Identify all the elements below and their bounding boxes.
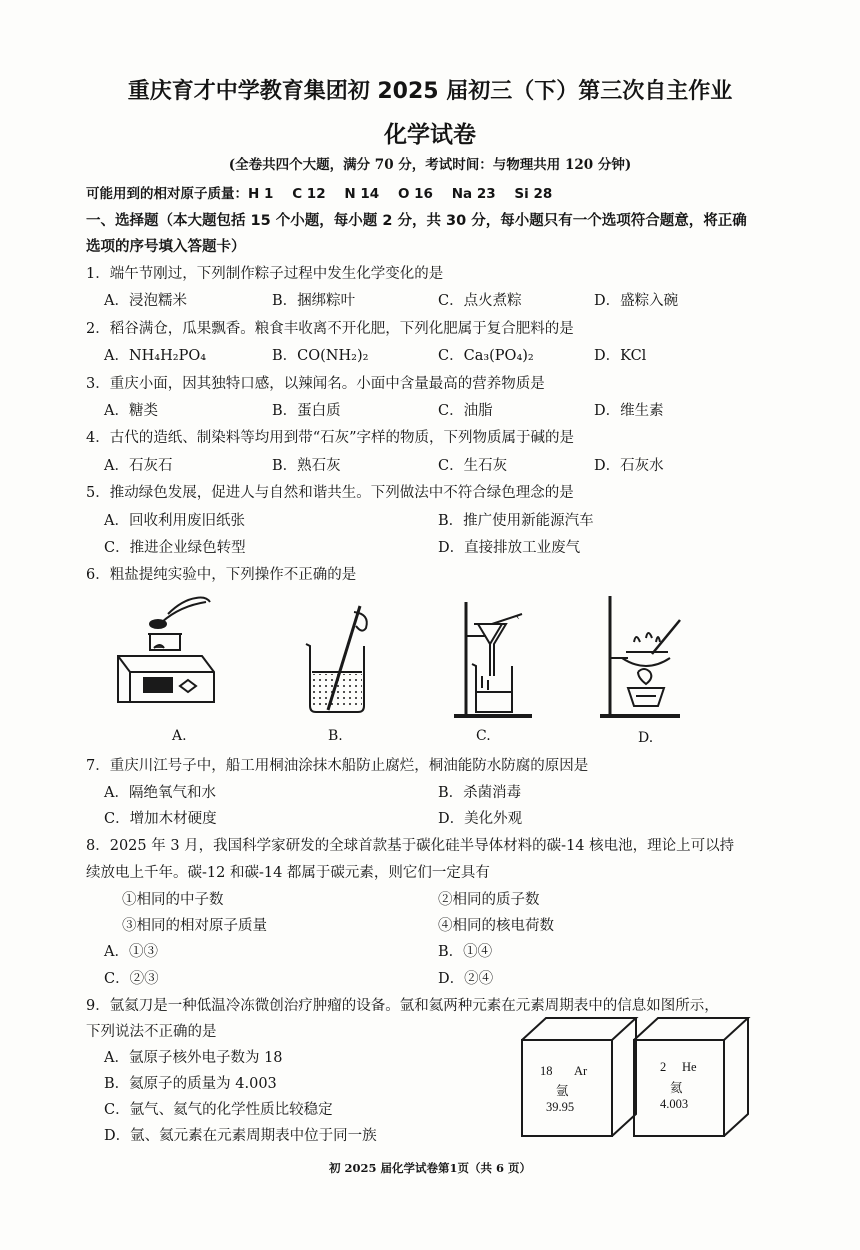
q7-option-d[interactable]: D．美化外观	[438, 811, 523, 827]
q4-option-d[interactable]: D．石灰水	[594, 458, 664, 474]
evaporation-figure	[598, 592, 698, 726]
section-heading-line2: 选项的序号填入答题卡）	[86, 239, 246, 255]
q2-option-b[interactable]: B．CO(NH₂)₂	[272, 348, 369, 364]
figure-d-label: D.	[638, 730, 654, 746]
q1-option-a[interactable]: A．浸泡糯米	[104, 293, 187, 309]
balance-weighing-figure	[110, 592, 220, 722]
q1-option-b[interactable]: B．捆绑粽叶	[272, 293, 356, 309]
q9-option-b[interactable]: B．氦原子的质量为 4.003	[104, 1076, 277, 1092]
filtration-figure	[452, 598, 542, 722]
question-8-stem-line2: 续放电上千年。碳-12 和碳-14 都属于碳元素，则它们一定具有	[86, 865, 490, 881]
q1-option-c[interactable]: C．点火煮粽	[438, 293, 522, 309]
q4-option-b[interactable]: B．熟石灰	[272, 458, 341, 474]
q8-statement-1: ①相同的中子数	[122, 892, 224, 908]
helium-number: 2	[660, 1060, 667, 1074]
argon-symbol: Ar	[574, 1064, 588, 1078]
q2-option-a[interactable]: A．NH₄H₂PO₄	[104, 348, 207, 364]
q8-option-b[interactable]: B．①④	[438, 944, 493, 960]
section-heading-line1: 一、选择题（本大题包括 15 个小题，每小题 2 分，共 30 分，每小题只有一个选项符合题意，将正确	[86, 213, 747, 229]
q7-option-c[interactable]: C．增加木材硬度	[104, 811, 217, 827]
helium-name: 氦	[670, 1081, 683, 1095]
q8-option-d[interactable]: D．②④	[438, 971, 494, 987]
q4-option-a[interactable]: A．石灰石	[104, 458, 173, 474]
helium-element-card	[630, 1014, 752, 1144]
q8-statement-4: ④相同的核电荷数	[438, 918, 554, 934]
q3-option-a[interactable]: A．糖类	[104, 403, 158, 419]
stirring-beaker-figure	[300, 594, 380, 724]
q9-option-d[interactable]: D．氩、氦元素在元素周期表中位于同一族	[104, 1128, 377, 1144]
svg-text:‹: ‹	[516, 612, 520, 623]
q8-option-c[interactable]: C．②③	[104, 971, 159, 987]
figure-a-label: A.	[172, 728, 187, 744]
argon-mass: 39.95	[546, 1100, 575, 1114]
question-5-stem: 5．推动绿色发展，促进人与自然和谐共生。下列做法中不符合绿色理念的是	[86, 485, 574, 501]
q7-option-a[interactable]: A．隔绝氧气和水	[104, 785, 216, 801]
q1-option-d[interactable]: D．盛粽入碗	[594, 293, 679, 309]
question-4-stem: 4．古代的造纸、制染料等均用到带“石灰”字样的物质，下列物质属于碱的是	[86, 430, 575, 446]
exam-info: (全卷共四个大题，满分 70 分，考试时间：与物理共用 120 分钟)	[228, 157, 632, 173]
q8-statement-2: ②相同的质子数	[438, 892, 540, 908]
question-1-stem: 1．端午节刚过，下列制作粽子过程中发生化学变化的是	[86, 266, 444, 282]
question-2-stem: 2．稻谷满仓，瓜果飘香。粮食丰收离不开化肥，下列化肥属于复合肥料的是	[86, 321, 574, 337]
argon-number: 18	[540, 1064, 553, 1078]
q5-option-a[interactable]: A．回收利用废旧纸张	[104, 513, 245, 529]
question-9-stem-line1: 9．氩氦刀是一种低温冷冻微创治疗肿瘤的设备。氩和氦两种元素在元素周期表中的信息如图所示，	[86, 998, 719, 1014]
atomic-masses-values: H 1 C 12 N 14 O 16 Na 23 Si 28	[248, 186, 553, 202]
argon-element-card	[518, 1014, 640, 1144]
q2-option-d[interactable]: D．KCl	[594, 348, 647, 364]
q3-option-d[interactable]: D．维生素	[594, 403, 664, 419]
figure-c-label: C.	[476, 728, 491, 744]
question-8-stem-line1: 8．2025 年 3 月，我国科学家研发的全球首款基于碳化硅半导体材料的碳-14 核电池，理论上可以持	[86, 838, 735, 854]
q9-option-a[interactable]: A．氩原子核外电子数为 18	[104, 1050, 283, 1066]
q3-option-b[interactable]: B．蛋白质	[272, 403, 341, 419]
question-9-stem-line2: 下列说法不正确的是	[86, 1024, 217, 1040]
atomic-masses-label: 可能用到的相对原子质量：	[86, 186, 248, 202]
page-title: 重庆育才中学教育集团初 2025 届初三（下）第三次自主作业	[127, 79, 733, 104]
question-3-stem: 3．重庆小面，因其独特口感，以辣闻名。小面中含量最高的营养物质是	[86, 376, 545, 392]
q5-option-c[interactable]: C．推进企业绿色转型	[104, 540, 246, 556]
page-footer: 初 2025 届化学试卷第1页（共 6 页）	[328, 1161, 532, 1175]
q5-option-b[interactable]: B．推广使用新能源汽车	[438, 513, 594, 529]
q2-option-c[interactable]: C．Ca₃(PO₄)₂	[438, 348, 534, 364]
figure-b-label: B.	[328, 728, 343, 744]
helium-symbol: He	[682, 1060, 697, 1074]
q8-option-a[interactable]: A．①③	[104, 944, 158, 960]
page-subtitle: 化学试卷	[384, 122, 476, 148]
q9-option-c[interactable]: C．氩气、氦气的化学性质比较稳定	[104, 1102, 333, 1118]
q4-option-c[interactable]: C．生石灰	[438, 458, 508, 474]
q5-option-d[interactable]: D．直接排放工业废气	[438, 540, 581, 556]
question-6-stem: 6．粗盐提纯实验中，下列操作不正确的是	[86, 567, 357, 583]
q8-statement-3: ③相同的相对原子质量	[122, 918, 267, 934]
argon-name: 氩	[556, 1084, 569, 1098]
atomic-masses	[86, 182, 552, 202]
q7-option-b[interactable]: B．杀菌消毒	[438, 785, 522, 801]
helium-mass: 4.003	[660, 1097, 689, 1111]
q3-option-c[interactable]: C．油脂	[438, 403, 493, 419]
question-7-stem: 7．重庆川江号子中，船工用桐油涂抹木船防止腐烂，桐油能防水防腐的原因是	[86, 758, 589, 774]
